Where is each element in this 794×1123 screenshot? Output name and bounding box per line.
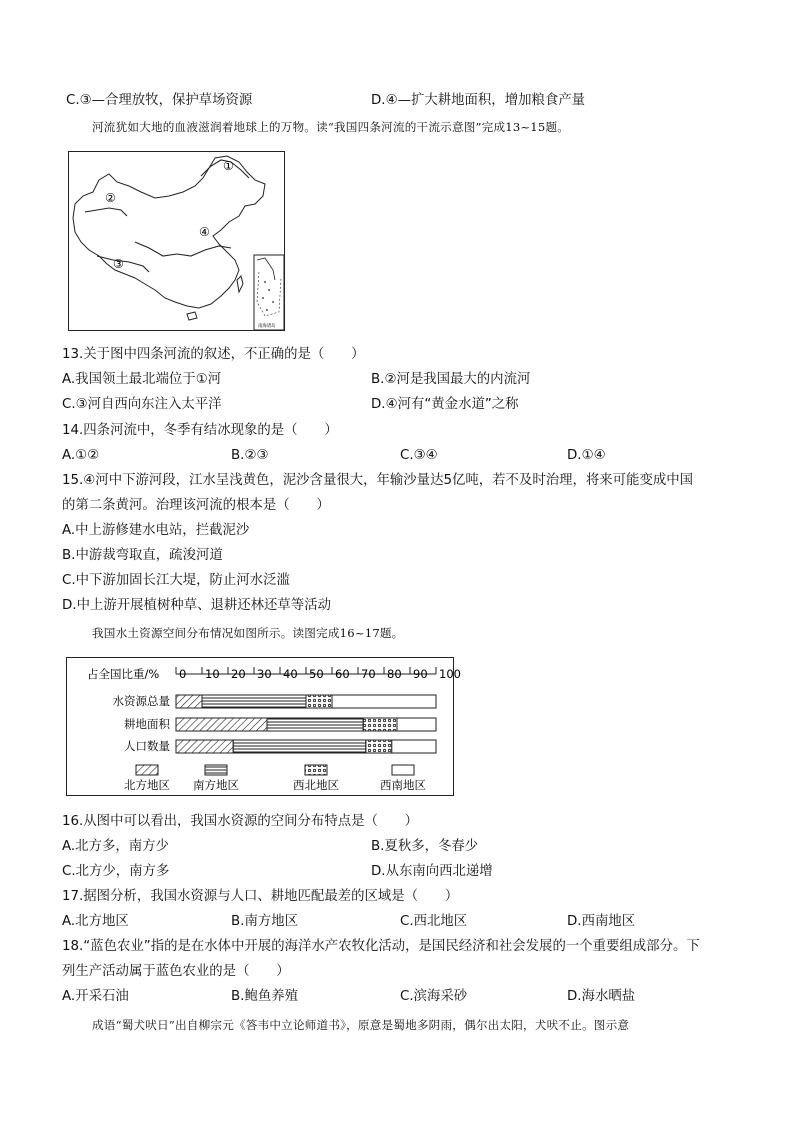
rivers-intro: 河流犹如大地的血液滋润着地球上的万物。读“我国四条河流的干流示意图”完成13~15题。 [92, 120, 570, 134]
q14-option-c: C.③④ [400, 448, 438, 463]
chart-tick-label: 20 [231, 667, 246, 681]
q15-option-d: D.中上游开展植树种草、退耕还林还草等活动 [62, 598, 331, 613]
q18-stem-line2: 列生产活动属于蓝色农业的是（ ） [62, 964, 290, 979]
q15-stem-line2: 的第二条黄河。治理该河流的根本是（ ） [62, 498, 330, 513]
chart-legend-label: 西北地区 [293, 778, 339, 792]
q16-option-b: B.夏秋多，冬春少 [371, 839, 479, 854]
chart-bar-segment [366, 740, 392, 753]
chart-bar-segment [202, 695, 306, 708]
chart-tick-label: 0 [179, 667, 187, 681]
q13-option-a: A.我国领土最北端位于①河 [62, 372, 222, 387]
idiom-intro: 成语“蜀犬吠日”出自柳宗元《答韦中立论师道书》，原意是蜀地多阴雨，偶尔出太阳，犬吠不止。图示意 [92, 1018, 630, 1032]
chart-bar-segment [306, 695, 332, 708]
chart-tick-label: 80 [387, 667, 402, 681]
resources-intro: 我国水土资源空间分布情况如图所示。读图完成16~17题。 [92, 626, 404, 640]
chart-bar-segment [176, 740, 233, 753]
chart-bar-segment [397, 718, 436, 731]
chart-category-label: 水资源总量 [112, 694, 170, 708]
chart-legend-swatch [136, 765, 158, 775]
q18-option-b: B.鲍鱼养殖 [231, 989, 299, 1004]
chart-bar-segment [176, 695, 202, 708]
chart-bar-segment [332, 695, 436, 708]
chart-svg [67, 658, 461, 795]
chart-tick-label: 90 [413, 667, 428, 681]
chart-tick-label: 100 [439, 667, 461, 681]
south-china-sea-inset [254, 255, 284, 330]
china-rivers-map [68, 151, 285, 331]
q16-option-d: D.从东南向西北递增 [371, 864, 493, 879]
chart-bar-segment [233, 740, 366, 753]
option-d-prev: D.④—扩大耕地面积，增加粮食产量 [371, 93, 586, 108]
q17-option-c: C.西北地区 [400, 914, 468, 929]
taiwan-outline [237, 276, 243, 292]
chart-tick-label: 60 [335, 667, 350, 681]
q15-option-a: A.中上游修建水电站，拦截泥沙 [62, 523, 250, 538]
q15-stem-line1: 15.④河中下游河段，江水呈浅黄色，泥沙含量很大，年输沙量达5亿吨，若不及时治理，将来可能变成中国 [62, 473, 694, 488]
chart-bar-segment [392, 740, 436, 753]
chart-bar-segment [363, 718, 397, 731]
river-2-line [85, 208, 127, 216]
option-c-prev: C.③—合理放牧，保护草场资源 [66, 93, 253, 108]
q18-option-d: D.海水晒盐 [567, 989, 636, 1004]
chart-tick-label: 50 [309, 667, 324, 681]
q18-option-a: A.开采石油 [62, 989, 129, 1004]
q13-stem: 13.关于图中四条河流的叙述，不正确的是（ ） [62, 347, 365, 362]
q16-option-c: C.北方少，南方多 [62, 864, 170, 879]
inset-label: 南海诸岛 [258, 324, 276, 329]
q14-stem: 14.四条河流中，冬季有结冰现象的是（ ） [62, 423, 338, 438]
q17-option-a: A.北方地区 [62, 914, 129, 929]
map-label-3: ③ [113, 257, 124, 271]
q13-option-d: D.④河有“黄金水道”之称 [371, 397, 519, 412]
q13-option-c: C.③河自西向东注入太平洋 [62, 397, 222, 412]
chart-bar-segment [267, 718, 363, 731]
q16-stem: 16.从图中可以看出，我国水资源的空间分布特点是（ ） [62, 814, 419, 829]
chart-legend-swatch [305, 765, 327, 775]
river-4-line [135, 242, 231, 256]
q17-stem: 17.据图分析，我国水资源与人口、耕地匹配最差的区域是（ ） [62, 889, 459, 904]
q14-option-b: B.②③ [231, 448, 269, 463]
q13-option-b: B.②河是我国最大的内流河 [371, 372, 531, 387]
q15-option-b: B.中游裁弯取直，疏浚河道 [62, 548, 223, 563]
q14-option-a: A.①② [62, 448, 100, 463]
q14-option-d: D.①④ [567, 448, 606, 463]
china-outline [73, 156, 265, 308]
chart-legend-swatch [392, 765, 414, 775]
q18-stem-line1: 18.“蓝色农业”指的是在水体中开展的海洋水产农牧化活动，是国民经济和社会发展的一个重要组成部分。下 [62, 939, 700, 954]
chart-category-label: 耕地面积 [124, 717, 170, 731]
chart-bar-segment [176, 718, 267, 731]
hainan-outline [187, 312, 197, 320]
chart-legend-label: 南方地区 [193, 778, 239, 792]
chart-tick-label: 30 [257, 667, 272, 681]
map-label-2: ② [105, 191, 116, 205]
china-map-svg [69, 152, 284, 330]
map-label-4: ④ [199, 225, 210, 239]
map-label-1: ① [223, 159, 234, 173]
chart-legend-swatch [205, 765, 227, 775]
chart-legend-label: 北方地区 [124, 778, 170, 792]
q17-option-d: D.西南地区 [567, 914, 636, 929]
q15-option-c: C.中下游加固长江大堤，防止河水泛滥 [62, 573, 290, 588]
q16-option-a: A.北方多，南方少 [62, 839, 169, 854]
q17-option-b: B.南方地区 [231, 914, 299, 929]
chart-tick-label: 40 [283, 667, 298, 681]
q18-option-c: C.滨海采砂 [400, 989, 468, 1004]
water-land-chart [66, 657, 461, 796]
chart-category-label: 人口数量 [124, 739, 170, 753]
chart-xlabel: 占全国比重/% [87, 667, 160, 681]
chart-legend-label: 西南地区 [380, 778, 426, 792]
chart-tick-label: 70 [361, 667, 376, 681]
chart-tick-label: 10 [205, 667, 220, 681]
